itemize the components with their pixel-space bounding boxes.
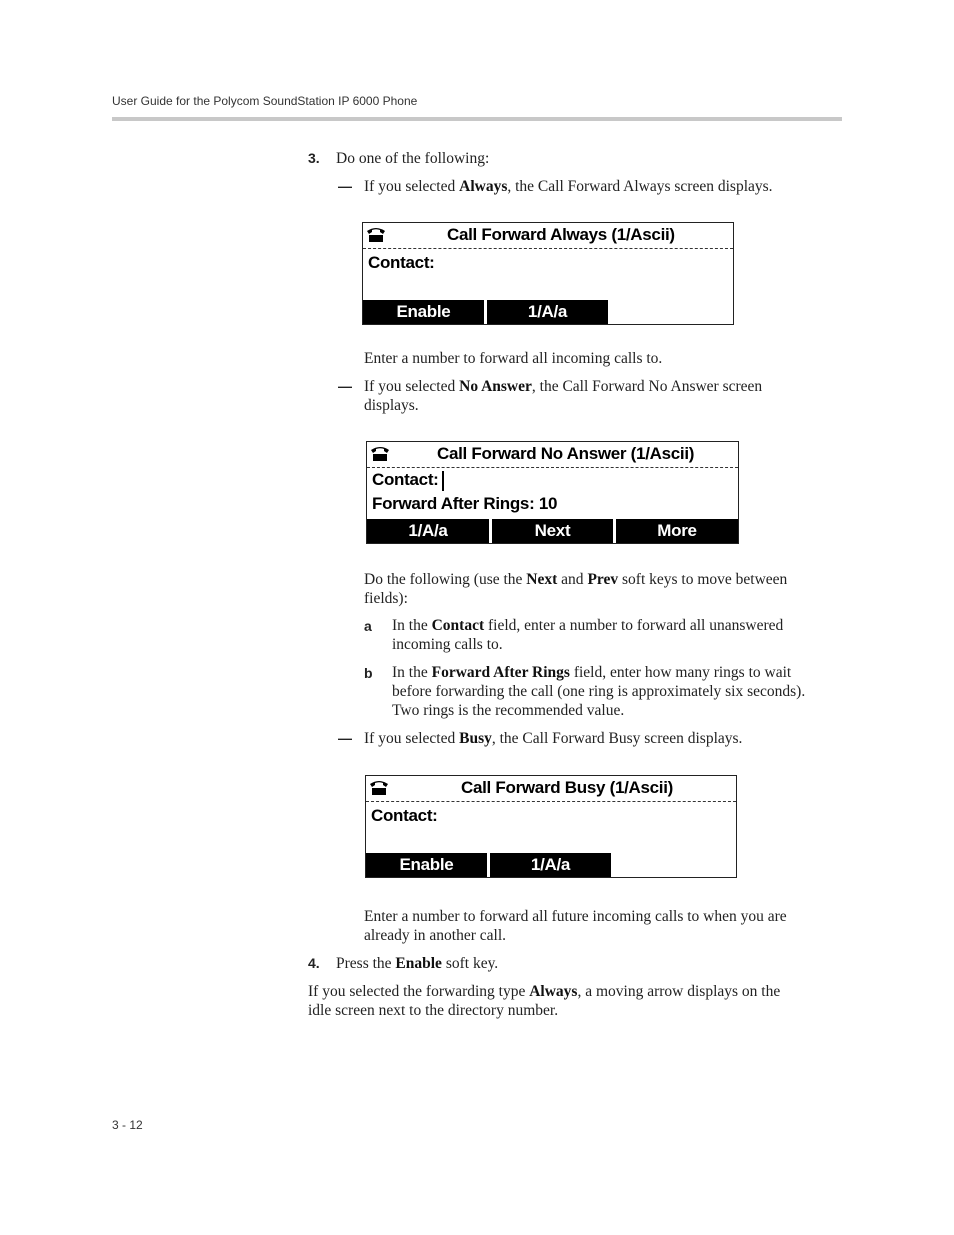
- text-run: If you selected the forwarding type: [308, 983, 530, 1000]
- phone-handset-icon: [369, 779, 389, 796]
- header-rule: [112, 117, 842, 121]
- contact-field-label: Contact:: [371, 806, 438, 825]
- text-run: If you selected: [364, 378, 460, 395]
- screen-title: Call Forward Always (1/Ascii): [447, 225, 675, 244]
- soft-key-enable[interactable]: Enable: [363, 300, 484, 324]
- substep-b-text-line2: before forwarding the call (one ring is approximately six seconds).: [392, 683, 806, 700]
- bullet-dash: —: [338, 178, 352, 194]
- screen-title-bar: [363, 223, 733, 249]
- call-forward-always-screen: [362, 222, 734, 325]
- substep-a-text: [392, 616, 783, 635]
- substep-letter-b: b: [364, 665, 373, 681]
- running-header: User Guide for the Polycom SoundStation IP 6000 Phone: [112, 94, 418, 108]
- closing-paragraph: [308, 982, 780, 1001]
- phone-handset-icon: [366, 226, 386, 243]
- screen-title: Call Forward Busy (1/Ascii): [461, 778, 674, 797]
- text-run: , the Call Forward Busy screen displays.: [491, 730, 743, 747]
- screen-title-bar: [366, 776, 736, 802]
- contact-field-label: Contact:: [368, 253, 435, 272]
- text-run: field, enter a number to forward all unanswered: [484, 617, 784, 634]
- bold-term: Always: [529, 983, 578, 1000]
- bullet-dash: —: [338, 378, 352, 394]
- busy-note-line2: already in another call.: [364, 927, 507, 944]
- bullet-dash: —: [338, 730, 352, 746]
- text-run: If you selected: [364, 730, 460, 747]
- text-run: In the: [392, 664, 432, 681]
- text-run: soft key.: [441, 955, 499, 972]
- soft-key-next[interactable]: Next: [492, 519, 613, 543]
- no-answer-option-text-line2: displays.: [364, 397, 419, 414]
- phone-handset-icon: [370, 445, 390, 462]
- text-run: and: [557, 571, 588, 588]
- no-answer-instructions: [364, 570, 787, 589]
- substep-b-text: [392, 663, 791, 682]
- text-run: soft keys to move between: [618, 571, 788, 588]
- bold-term: Prev: [587, 571, 619, 588]
- step-4-text: [336, 954, 498, 973]
- text-run: , the Call Forward No Answer screen: [531, 378, 763, 395]
- forward-after-rings-field: Forward After Rings: 10: [372, 494, 558, 513]
- bold-term: Always: [459, 178, 508, 195]
- contact-field: [372, 470, 444, 491]
- soft-key-mode[interactable]: 1/A/a: [490, 853, 611, 877]
- text-cursor: [442, 471, 444, 491]
- soft-key-enable[interactable]: Enable: [366, 853, 487, 877]
- substep-letter-a: a: [364, 618, 372, 634]
- text-run: Press the: [336, 955, 396, 972]
- bold-term: Enable: [395, 955, 442, 972]
- step-number-4: 4.: [308, 955, 320, 971]
- busy-note: Enter a number to forward all future incoming calls to when you are: [364, 908, 787, 925]
- text-run: , a moving arrow displays on the: [577, 983, 781, 1000]
- screen-title-bar: [367, 442, 738, 468]
- step-3-intro: Do one of the following:: [336, 150, 490, 167]
- always-note: Enter a number to forward all incoming calls to.: [364, 350, 663, 367]
- bold-term: Next: [526, 571, 558, 588]
- substep-b-text-line3: Two rings is the recommended value.: [392, 702, 625, 719]
- contact-field-label: Contact:: [372, 470, 439, 489]
- soft-key-mode[interactable]: 1/A/a: [487, 300, 608, 324]
- text-run: field, enter how many rings to wait: [569, 664, 792, 681]
- bold-term: Contact: [431, 617, 485, 634]
- text-run: In the: [392, 617, 432, 634]
- call-forward-no-answer-screen: [366, 441, 739, 544]
- busy-option-text: [364, 729, 742, 748]
- step-number-3: 3.: [308, 150, 320, 166]
- bold-term: Busy: [459, 730, 492, 747]
- text-run: If you selected: [364, 178, 460, 195]
- screen-title: Call Forward No Answer (1/Ascii): [437, 444, 695, 463]
- soft-key-more[interactable]: More: [616, 519, 738, 543]
- text-run: , the Call Forward Always screen displays.: [507, 178, 773, 195]
- no-answer-instructions-line2: fields):: [364, 590, 408, 607]
- always-option-text: [364, 177, 773, 196]
- no-answer-option-text: [364, 377, 762, 396]
- substep-a-text-line2: incoming calls to.: [392, 636, 503, 653]
- text-run: Do the following (use the: [364, 571, 527, 588]
- call-forward-busy-screen: [365, 775, 737, 878]
- closing-paragraph-line2: idle screen next to the directory number.: [308, 1002, 559, 1019]
- page-number: 3 - 12: [112, 1118, 143, 1132]
- soft-key-mode[interactable]: 1/A/a: [367, 519, 489, 543]
- bold-term: Forward After Rings: [431, 664, 570, 681]
- bold-term: No Answer: [459, 378, 532, 395]
